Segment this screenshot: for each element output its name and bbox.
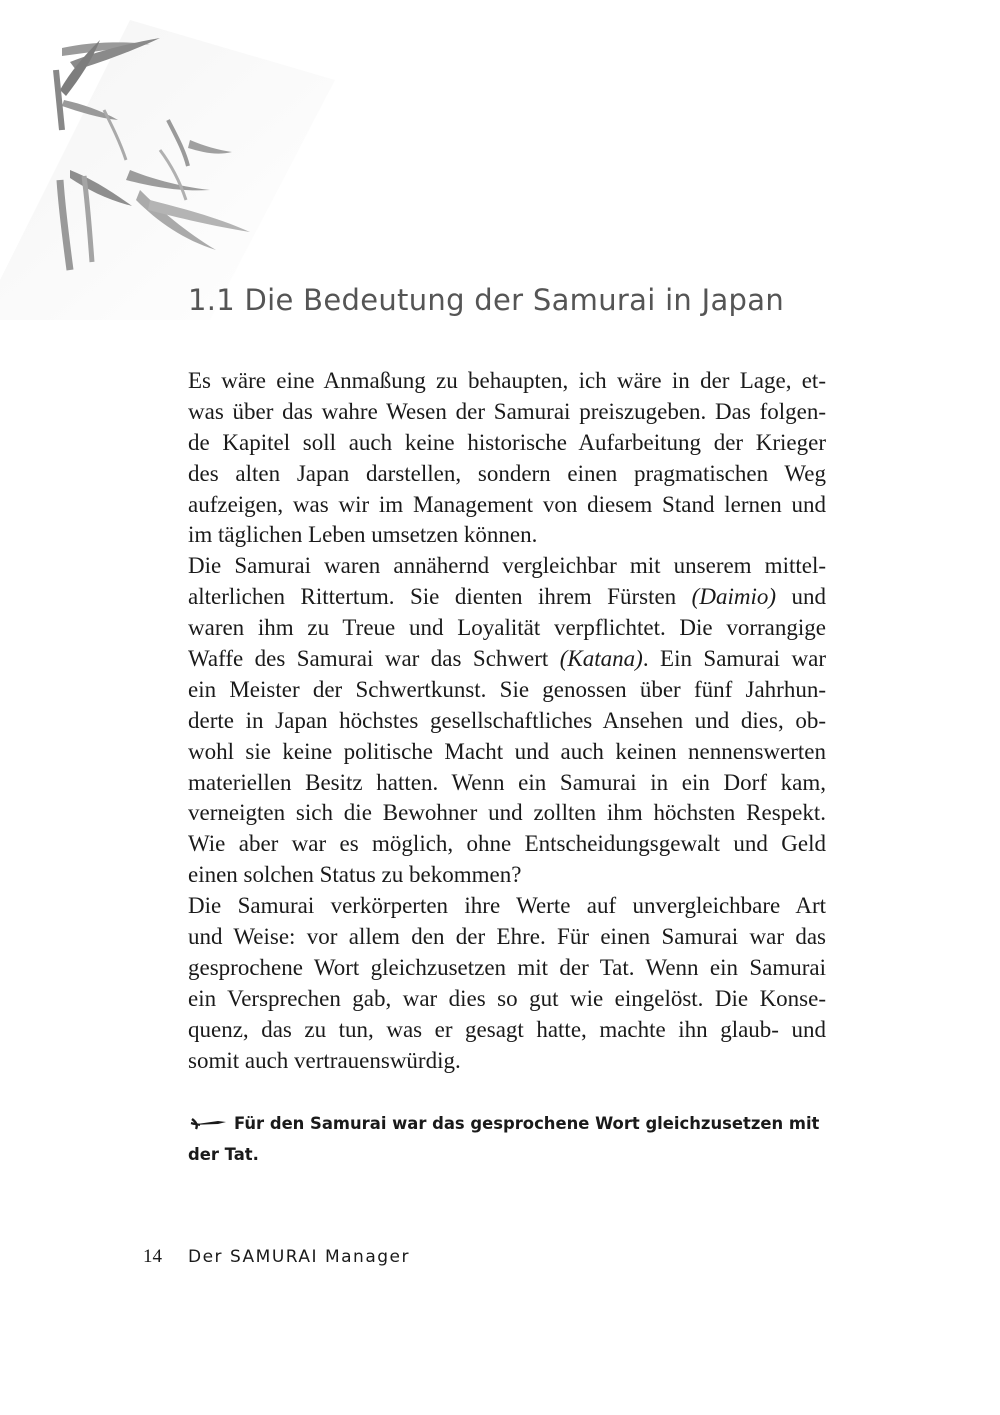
text-line: gesprochene Wort gleichzusetzen mit der Tat. Wenn ein Samurai [188,954,826,980]
text-line: derte in Japan höchstes gesellschaftliches Ansehen und dies, ob- [188,707,826,733]
text-line: wohl sie keine politische Macht und auch keinen nennenswerten [188,738,826,764]
chapter-heading: 1.1 Die Bedeutung der Samurai in Japan [188,283,785,317]
text-line: ein Meister der Schwertkunst. Sie genossen über fünf Jahrhun- [188,676,826,702]
text-line: somit auch vertrauenswürdig. [188,1047,461,1073]
text-line: Die Samurai verkörperten ihre Werte auf unvergleichbare Art [188,893,826,919]
text-line: und Weise: vor allem den der Ehre. Für einen Samurai war das [188,924,826,950]
key-takeaway-callout [188,1108,828,1170]
text-line: Die Samurai waren annähernd vergleichbar mit unserem mittel- [188,553,826,579]
sword-icon [188,1116,228,1130]
page-number: 14 [143,1246,162,1267]
text-line: de Kapitel soll auch keine historische Aufarbeitung der Krieger [188,429,826,455]
text-line: alterlichen Rittertum. Sie dienten ihrem Fürsten (Daimio) und [188,584,826,610]
text-line: quenz, das zu tun, was er gesagt hatte, machte ihn glaub- und [188,1016,826,1042]
text-line: ein Versprechen gab, war dies so gut wie eingelöst. Die Konse- [188,985,826,1011]
paragraph-2 [188,551,826,891]
text-line: einen solchen Status zu bekommen? [188,862,522,888]
paragraph-3 [188,891,826,1076]
text-line: verneigten sich die Bewohner und zollten ihm höchsten Respekt. [188,800,826,826]
text-line: waren ihm zu Treue und Loyalität verpflichtet. Die vorrangige [188,615,826,641]
text-line: aufzeigen, was wir im Management von diesem Stand lernen und [188,491,826,517]
text-line: Wie aber war es möglich, ohne Entscheidungsgewalt und Geld [188,831,826,857]
text-line: materiellen Besitz hatten. Wenn ein Samurai in ein Dorf kam, [188,769,826,795]
paragraph-1 [188,366,826,551]
book-title: Der SAMURAI Manager [188,1247,410,1267]
text-line: Es wäre eine Anmaßung zu behaupten, ich wäre in der Lage, et- [188,368,826,393]
text-line: was über das wahre Wesen der Samurai preiszugeben. Das folgen- [188,398,826,424]
text-line: Waffe des Samurai war das Schwert (Katana). Ein Samurai war [188,646,826,672]
callout-text: Für den Samurai war das gesprochene Wort gleichzusetzen mit [234,1114,820,1133]
callout-text: der Tat. [188,1145,259,1164]
bamboo-leaves-icon [0,0,340,320]
text-line: im täglichen Leben umsetzen können. [188,522,538,548]
text-line: des alten Japan darstellen, sondern einen pragmatischen Weg [188,460,826,486]
body-text [188,366,826,1076]
page-footer [143,1246,410,1268]
